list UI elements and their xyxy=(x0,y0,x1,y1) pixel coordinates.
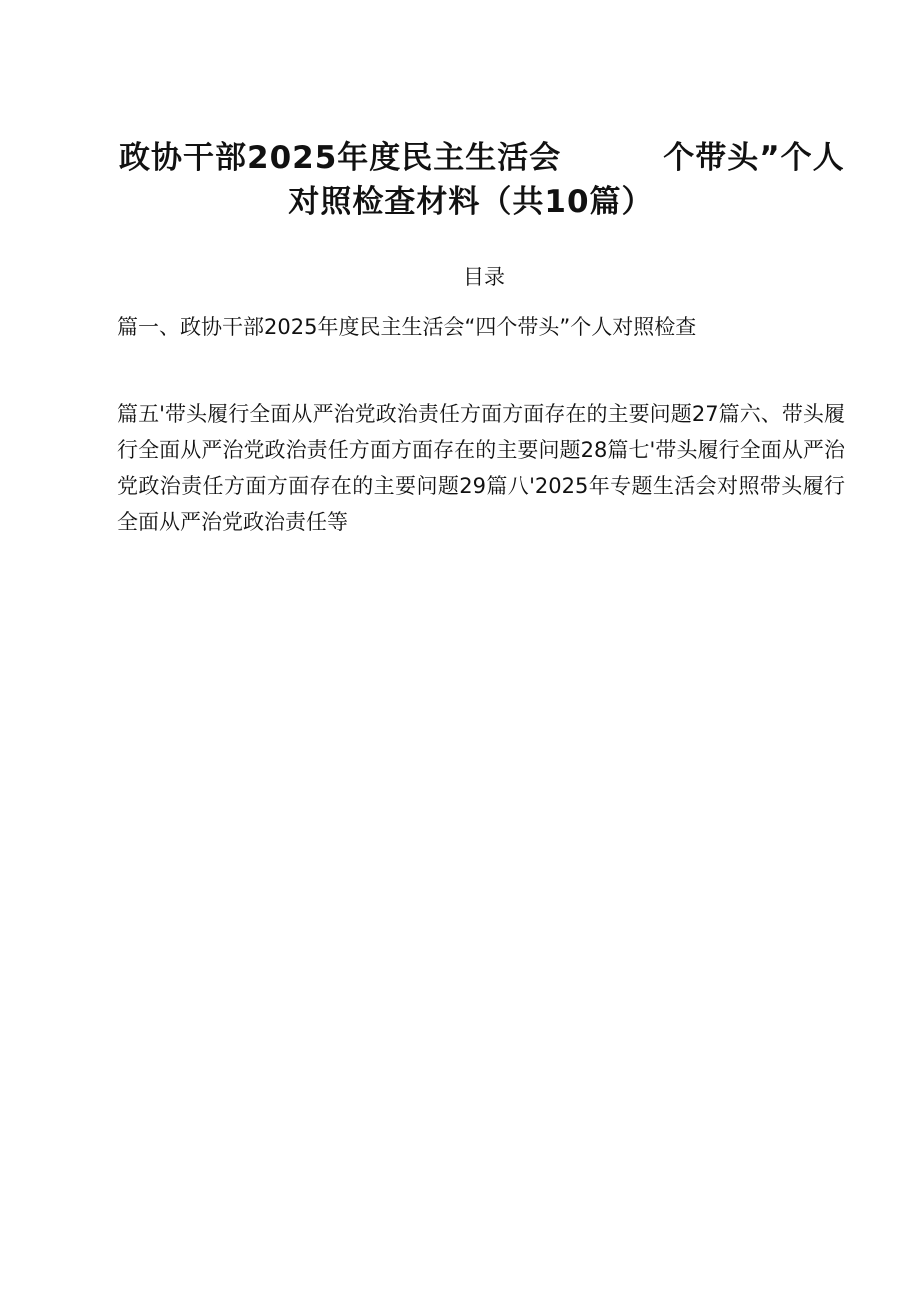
title-text-part-1: 政协干部2025年度民主生活会 xyxy=(119,140,562,176)
toc-paragraph: 篇五'带头履行全面从严治党政治责任方面方面存在的主要问题27篇六、带头履行全面从严治党政治责任方面方面存在的主要问题28篇七'带头履行全面从严治党政治责任方面方面存在的主要问题29篇八'2025年专题生活会对照带头履行全面从严治党政治责任等 xyxy=(117,402,845,534)
toc-item: 篇一、政协干部2025年度民主生活会“四个带头”个人对照检查 xyxy=(117,315,697,339)
document-title-line-1 xyxy=(119,138,845,178)
toc-heading: 目录 xyxy=(463,265,505,289)
title-text-part-2: 个带头”个人 xyxy=(663,140,845,176)
document-title-line-2: 对照检查材料（共10篇） xyxy=(288,184,654,220)
